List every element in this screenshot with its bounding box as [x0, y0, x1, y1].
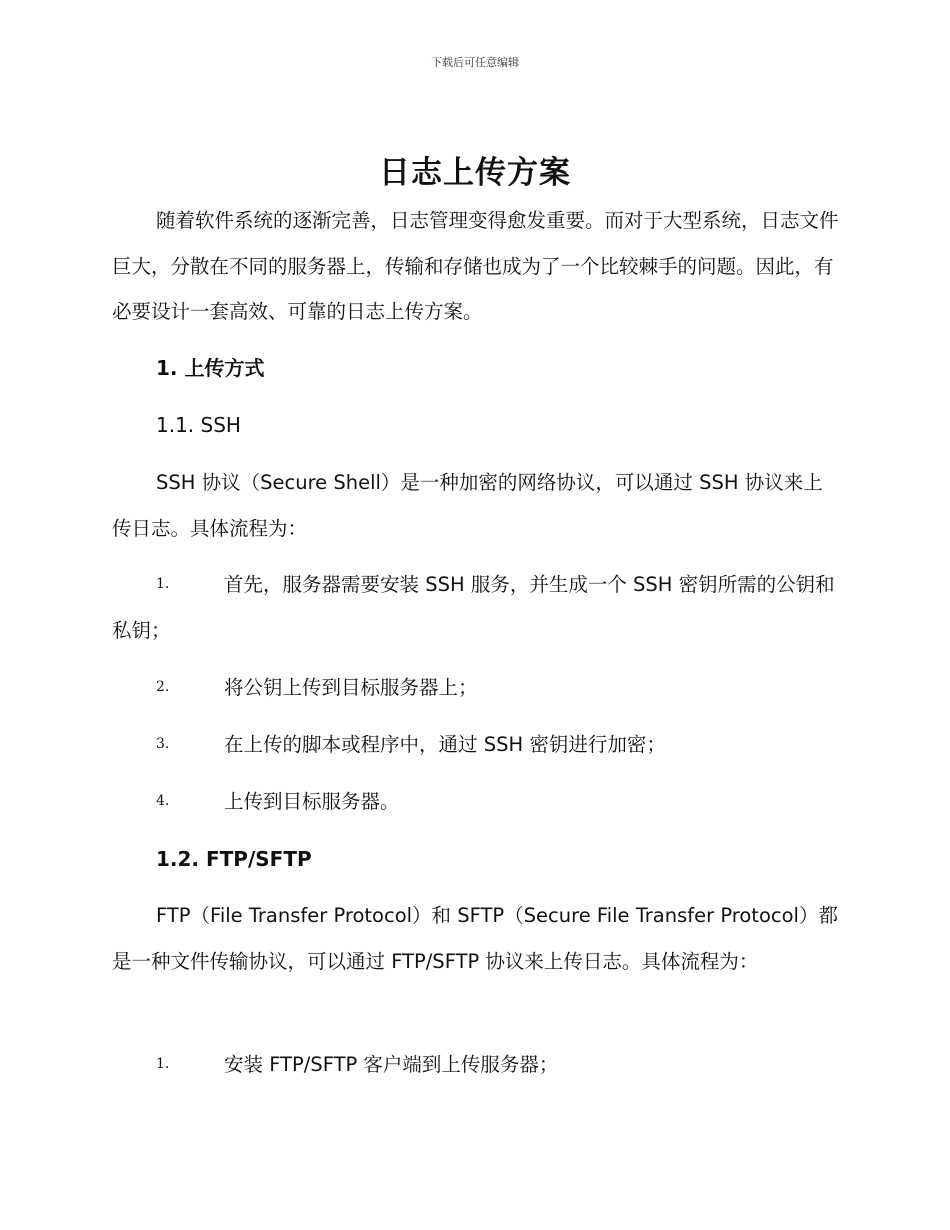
ssh-step-item	[112, 779, 842, 825]
ssh-paragraph: SSH 协议（Secure Shell）是一种加密的网络协议，可以通过 SSH 协议来上传日志。具体流程为：	[112, 471, 823, 540]
ssh-step-number: 4.	[156, 793, 170, 809]
page-header-note: 下载后可任意编辑	[431, 56, 519, 69]
ssh-step-number: 3.	[156, 736, 170, 752]
ssh-step-item	[112, 562, 842, 653]
ftp-step-text: 安装 FTP/SFTP 客户端到上传服务器；	[224, 1053, 559, 1076]
document-title: 日志上传方案	[379, 155, 571, 191]
ssh-step-item	[112, 722, 842, 768]
ssh-step-text: 将公钥上传到目标服务器上；	[224, 676, 478, 699]
ftp-step-number: 1.	[156, 1056, 170, 1072]
ssh-step-number: 2.	[156, 679, 170, 695]
intro-paragraph: 随着软件系统的逐渐完善，日志管理变得愈发重要。而对于大型系统，日志文件巨大，分散在不同的服务器上，传输和存储也成为了一个比较棘手的问题。因此，有必要设计一套高效、可靠的日志上传方案。	[112, 209, 839, 323]
section-heading-upload-methods: 1. 上传方式	[156, 356, 265, 380]
ftp-paragraph: FTP（File Transfer Protocol）和 SFTP（Secure File Transfer Protocol）都是一种文件传输协议，可以通过 FTP/SFTP 协议来上传日志。具体流程为：	[112, 904, 838, 973]
subsection-heading-ssh: 1.1. SSH	[156, 413, 241, 437]
ssh-step-text: 首先，服务器需要安装 SSH 服务，并生成一个 SSH 密钥所需的公钥和私钥；	[112, 573, 835, 642]
ssh-step-text: 在上传的脚本或程序中，通过 SSH 密钥进行加密；	[224, 733, 666, 756]
ssh-step-text: 上传到目标服务器。	[224, 790, 400, 813]
ssh-step-number: 1.	[156, 576, 170, 592]
ssh-step-item	[112, 665, 842, 711]
subsection-heading-ftp-sftp: 1.2. FTP/SFTP	[156, 847, 312, 871]
ftp-step-item	[112, 1042, 842, 1088]
